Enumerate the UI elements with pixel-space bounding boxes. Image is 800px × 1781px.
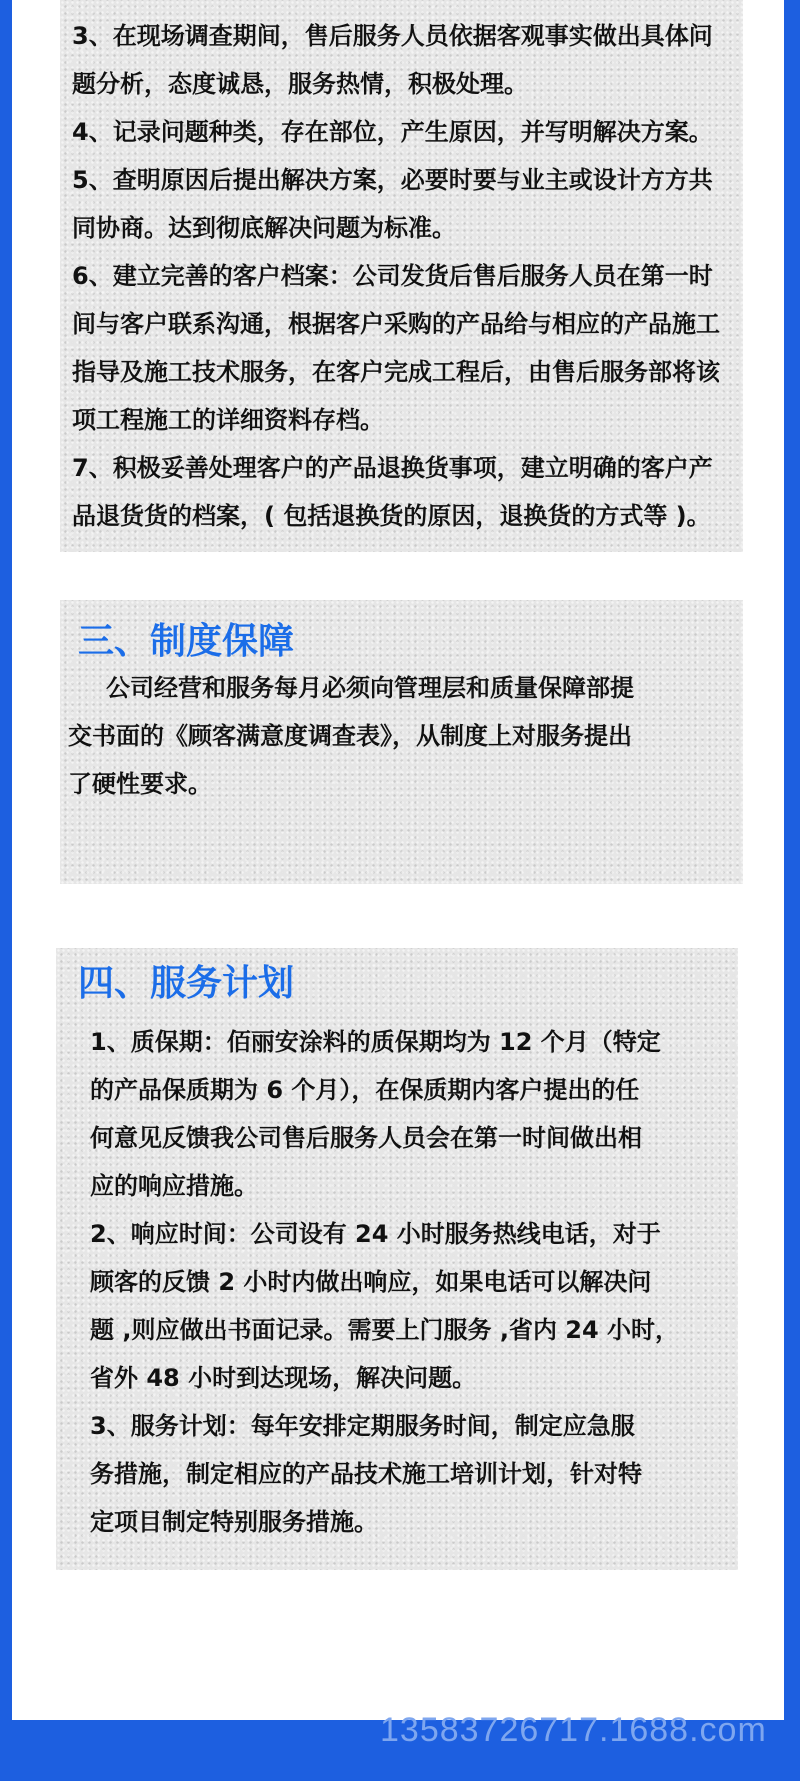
service-plan-line: 2、响应时间：公司设有 24 小时服务热线电话，对于 (90, 1220, 661, 1248)
system-guarantee-line: 了硬性要求。 (68, 770, 212, 798)
content-page (12, 0, 784, 1720)
service-plan-line: 1、质保期：佰丽安涂料的质保期均为 12 个月（特定 (90, 1028, 661, 1056)
system-guarantee-line: 公司经营和服务每月必须向管理层和质量保障部提 (106, 674, 634, 702)
procedure-line: 项工程施工的详细资料存档。 (72, 406, 384, 434)
service-plan-line: 务措施，制定相应的产品技术施工培训计划，针对特 (90, 1460, 642, 1488)
system-guarantee-card (60, 600, 743, 884)
procedure-line: 3、在现场调查期间，售后服务人员依据客观事实做出具体问 (72, 22, 713, 50)
system-guarantee-line: 交书面的《顾客满意度调查表》，从制度上对服务提出 (68, 722, 632, 750)
service-plan-line: 题 ,则应做出书面记录。需要上门服务 ,省内 24 小时， (90, 1316, 680, 1344)
service-plan-card (56, 948, 738, 1570)
service-plan-line: 省外 48 小时到达现场，解决问题。 (90, 1364, 477, 1392)
procedure-line: 6、建立完善的客户档案：公司发货后售后服务人员在第一时 (72, 262, 713, 290)
procedure-line: 间与客户联系沟通，根据客户采购的产品给与相应的产品施工 (72, 310, 720, 338)
procedure-line: 同协商。达到彻底解决问题为标准。 (72, 214, 456, 242)
watermark-text (380, 1711, 767, 1751)
section-heading: 三、制度保障 (78, 621, 295, 662)
procedure-line: 7、积极妥善处理客户的产品退换货事项，建立明确的客户产 (72, 454, 713, 482)
service-plan-line: 应的响应措施。 (90, 1172, 258, 1200)
after-sales-procedure-card (60, 0, 743, 552)
service-plan-line: 何意见反馈我公司售后服务人员会在第一时间做出相 (90, 1124, 642, 1152)
service-plan-line: 顾客的反馈 2 小时内做出响应，如果电话可以解决问 (90, 1268, 652, 1296)
service-plan-line: 的产品保质期为 6 个月），在保质期内客户提出的任 (90, 1076, 640, 1104)
procedure-line: 题分析，态度诚恳，服务热情，积极处理。 (72, 70, 528, 98)
service-plan-line: 定项目制定特别服务措施。 (90, 1508, 378, 1536)
section-heading: 四、服务计划 (78, 963, 295, 1004)
procedure-line: 指导及施工技术服务，在客户完成工程后，由售后服务部将该 (72, 358, 720, 386)
procedure-line: 品退货货的档案，( 包括退换货的原因，退换货的方式等 )。 (72, 502, 711, 530)
service-plan-line: 3、服务计划：每年安排定期服务时间，制定应急服 (90, 1412, 635, 1440)
procedure-line: 5、查明原因后提出解决方案，必要时要与业主或设计方方共 (72, 166, 713, 194)
watermark-label: 13583726717.1688.com (380, 1711, 767, 1749)
procedure-line: 4、记录问题种类，存在部位，产生原因，并写明解决方案。 (72, 118, 713, 146)
